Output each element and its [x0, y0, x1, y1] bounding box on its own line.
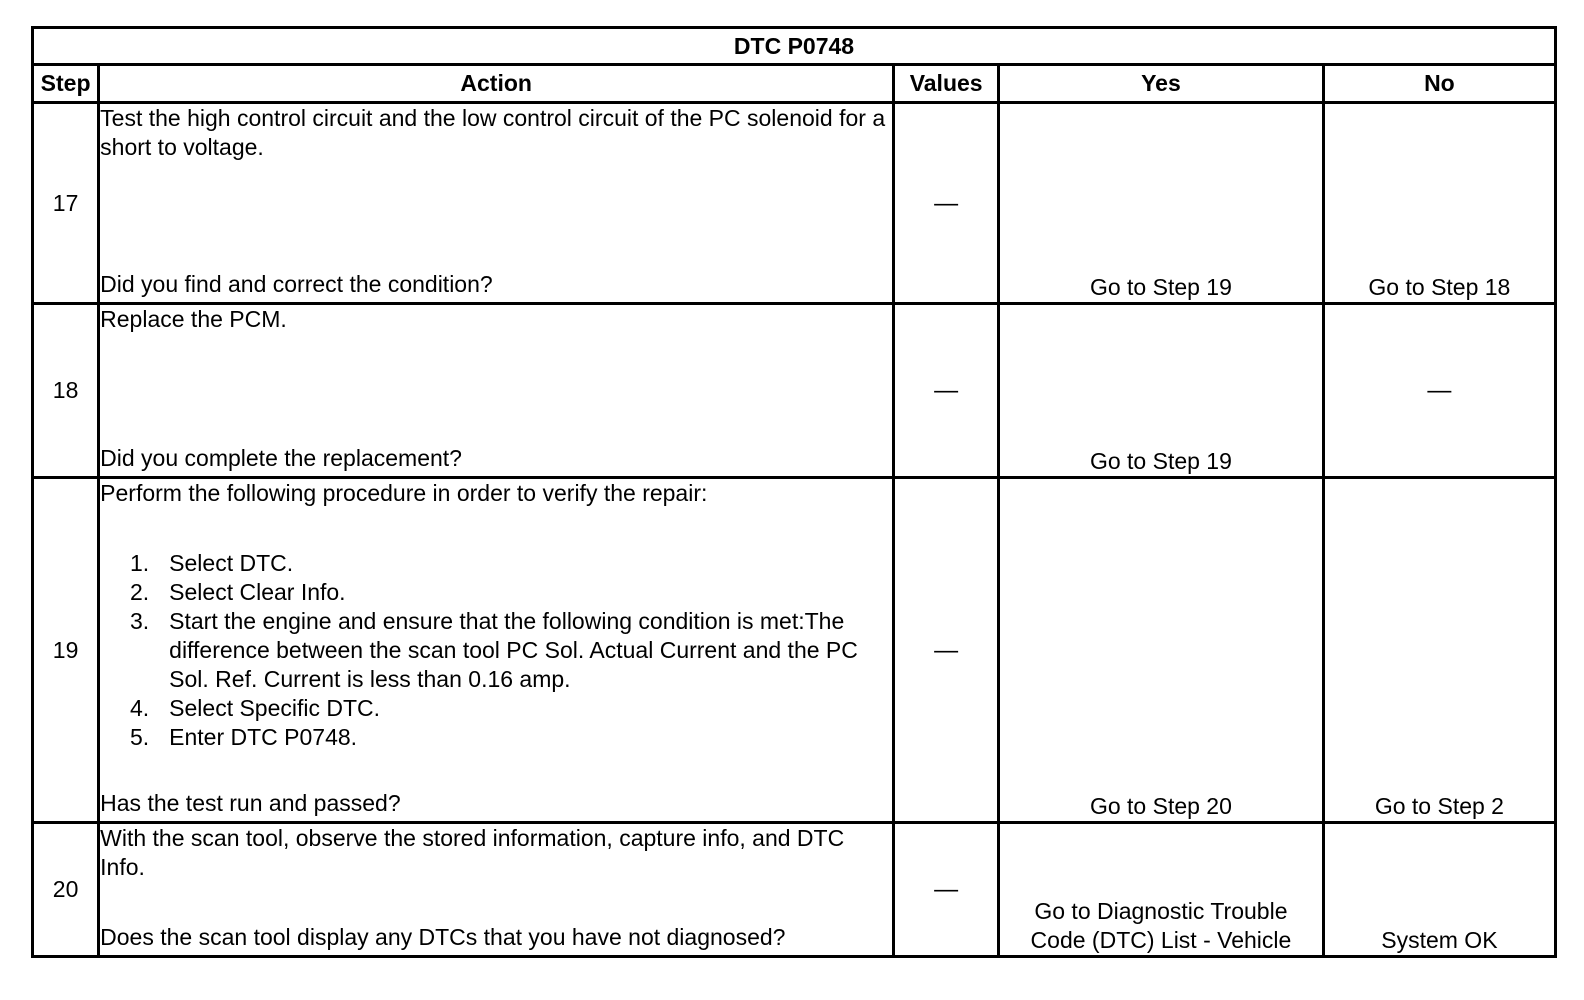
table-row-step-20: [33, 823, 1556, 957]
list-item: [100, 723, 892, 752]
list-item: [100, 607, 892, 694]
action-cell: [99, 478, 894, 823]
header-row: [33, 65, 1556, 103]
yes-cell: [999, 823, 1324, 957]
no-cell: System OK: [1323, 823, 1555, 957]
action-question: Did you find and correct the condition?: [100, 271, 493, 297]
step-number: 18: [33, 304, 99, 478]
table-row-step-19: [33, 478, 1556, 823]
action-question: Did you complete the replacement?: [100, 445, 462, 471]
no-cell: [1323, 304, 1555, 478]
action-instruction: With the scan tool, observe the stored information, capture info, and DTC Info.: [100, 825, 845, 880]
list-item-text: Select Clear Info.: [169, 579, 346, 605]
action-cell: [99, 823, 894, 957]
header-no: No: [1323, 65, 1555, 103]
values-text: —: [934, 876, 959, 903]
action-instruction: Replace the PCM.: [100, 306, 287, 332]
table-row-step-18: [33, 304, 1556, 478]
action-question: Does the scan tool display any DTCs that you have not diagnosed?: [100, 924, 786, 950]
table-row-step-17: [33, 103, 1556, 304]
list-item: [100, 549, 892, 578]
list-item-text: Enter DTC P0748.: [169, 724, 358, 750]
no-text: —: [1427, 377, 1452, 404]
values-cell: [894, 304, 999, 478]
list-item: [100, 694, 892, 723]
values-cell: [894, 823, 999, 957]
values-cell: [894, 478, 999, 823]
values-text: —: [934, 636, 959, 664]
title-row: [33, 28, 1556, 65]
yes-cell: Go to Step 19: [999, 103, 1324, 304]
list-item-text: Start the engine and ensure that the following condition is met:The difference between the scan tool PC Sol. Actual Current and the PC Sol. Ref. Current is less than 0.16 amp.: [169, 608, 858, 692]
procedure-list: [100, 549, 892, 752]
header-step: Step: [33, 65, 99, 103]
list-item-number: 2.: [129, 579, 150, 605]
step-number: 19: [33, 478, 99, 823]
step-number: 20: [33, 823, 99, 957]
values-cell: [894, 103, 999, 304]
list-item-number: 3.: [129, 608, 150, 634]
values-text: —: [934, 189, 959, 217]
dtc-table: [31, 26, 1557, 958]
action-question: Has the test run and passed?: [100, 790, 401, 816]
action-cell: [99, 103, 894, 304]
step-number: 17: [33, 103, 99, 304]
list-item-number: 1.: [129, 550, 150, 576]
yes-link-diagnostic-trouble-code-list: Go to Diagnostic Trouble Code (DTC) List - Vehicle: [1030, 898, 1292, 953]
yes-cell: Go to Step 20: [999, 478, 1324, 823]
header-values: Values: [894, 65, 999, 103]
list-item-text: Select Specific DTC.: [169, 695, 381, 721]
list-item-number: 4.: [129, 695, 150, 721]
yes-cell: Go to Step 19: [999, 304, 1324, 478]
action-instruction: Test the high control circuit and the low control circuit of the PC solenoid for a short to voltage.: [100, 105, 886, 160]
action-instruction: Perform the following procedure in order to verify the repair:: [100, 480, 708, 506]
header-yes: Yes: [999, 65, 1324, 103]
values-text: —: [934, 377, 959, 404]
header-action: Action: [99, 65, 894, 103]
no-cell: Go to Step 18: [1323, 103, 1555, 304]
table-title: DTC P0748: [33, 28, 1556, 65]
list-item-number: 5.: [129, 724, 150, 750]
list-item: [100, 578, 892, 607]
list-item-text: Select DTC.: [169, 550, 294, 576]
action-cell: [99, 304, 894, 478]
no-cell: Go to Step 2: [1323, 478, 1555, 823]
